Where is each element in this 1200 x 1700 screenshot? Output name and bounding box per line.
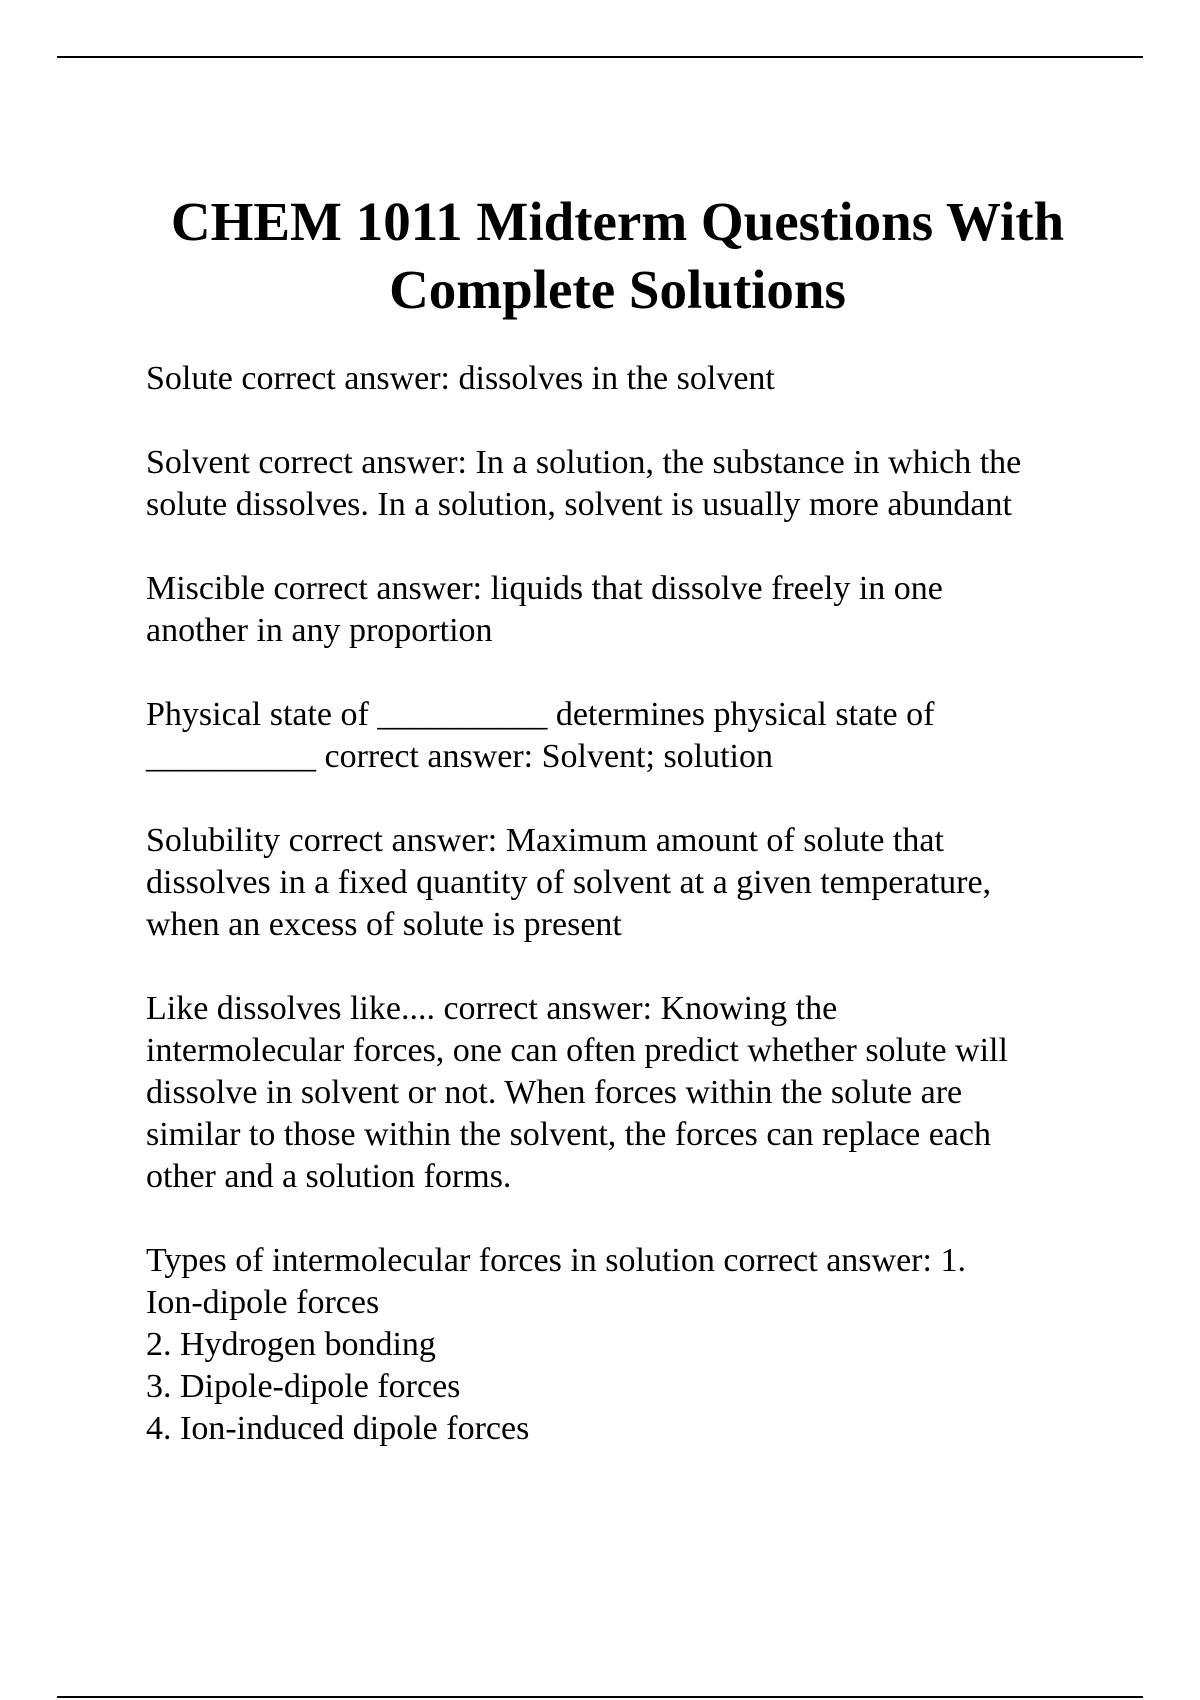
text-line: similar to those within the solvent, the forces can replace each — [146, 1116, 991, 1153]
text-line: dissolves in a fixed quantity of solvent at a given temperature, — [146, 864, 992, 901]
text-line: intermolecular forces, one can often predict whether solute will — [146, 1032, 1008, 1069]
qa-item-intermolecular-forces — [146, 1240, 1146, 1450]
qa-text — [146, 988, 1146, 1198]
top-divider — [57, 56, 1143, 58]
list-item: 2. Hydrogen bonding — [146, 1326, 436, 1363]
qa-item-solute — [146, 358, 1146, 400]
document-body — [146, 358, 1146, 1492]
text-line: Ion-dipole forces — [146, 1284, 380, 1321]
qa-item-physical-state — [146, 694, 1146, 778]
text-line: when an excess of solute is present — [146, 906, 622, 943]
text-line: Miscible correct answer: liquids that dissolve freely in one — [146, 570, 943, 607]
qa-text — [146, 694, 1146, 778]
qa-text — [146, 820, 1146, 946]
text-line: Types of intermolecular forces in solution correct answer: 1. — [146, 1242, 966, 1279]
qa-text — [146, 442, 1146, 526]
text-line: Solvent correct answer: In a solution, the substance in which the — [146, 444, 1022, 481]
text-line: other and a solution forms. — [146, 1158, 512, 1195]
list-item: 4. Ion-induced dipole forces — [146, 1410, 530, 1447]
qa-item-solvent — [146, 442, 1146, 526]
bottom-divider — [57, 1696, 1143, 1698]
text-line: Solubility correct answer: Maximum amount of solute that — [146, 822, 944, 859]
text-line: Like dissolves like.... correct answer: Knowing the — [146, 990, 838, 1027]
list-item: 3. Dipole-dipole forces — [146, 1368, 461, 1405]
document-title: CHEM 1011 Midterm Questions With Complete Solutions — [170, 191, 1065, 320]
qa-item-solubility — [146, 820, 1146, 946]
qa-item-like-dissolves-like — [146, 988, 1146, 1198]
text-line: dissolve in solvent or not. When forces within the solute are — [146, 1074, 963, 1111]
qa-text — [146, 358, 1146, 400]
qa-text — [146, 568, 1146, 652]
text-line: Physical state of __________ determines physical state of — [146, 696, 935, 733]
text-line: __________ correct answer: Solvent; solution — [146, 738, 774, 775]
qa-text — [146, 1240, 1146, 1450]
text-line: another in any proportion — [146, 612, 493, 649]
text-line: solute dissolves. In a solution, solvent is usually more abundant — [146, 486, 1012, 523]
qa-item-miscible — [146, 568, 1146, 652]
text-line: Solute correct answer: dissolves in the solvent — [146, 360, 775, 397]
